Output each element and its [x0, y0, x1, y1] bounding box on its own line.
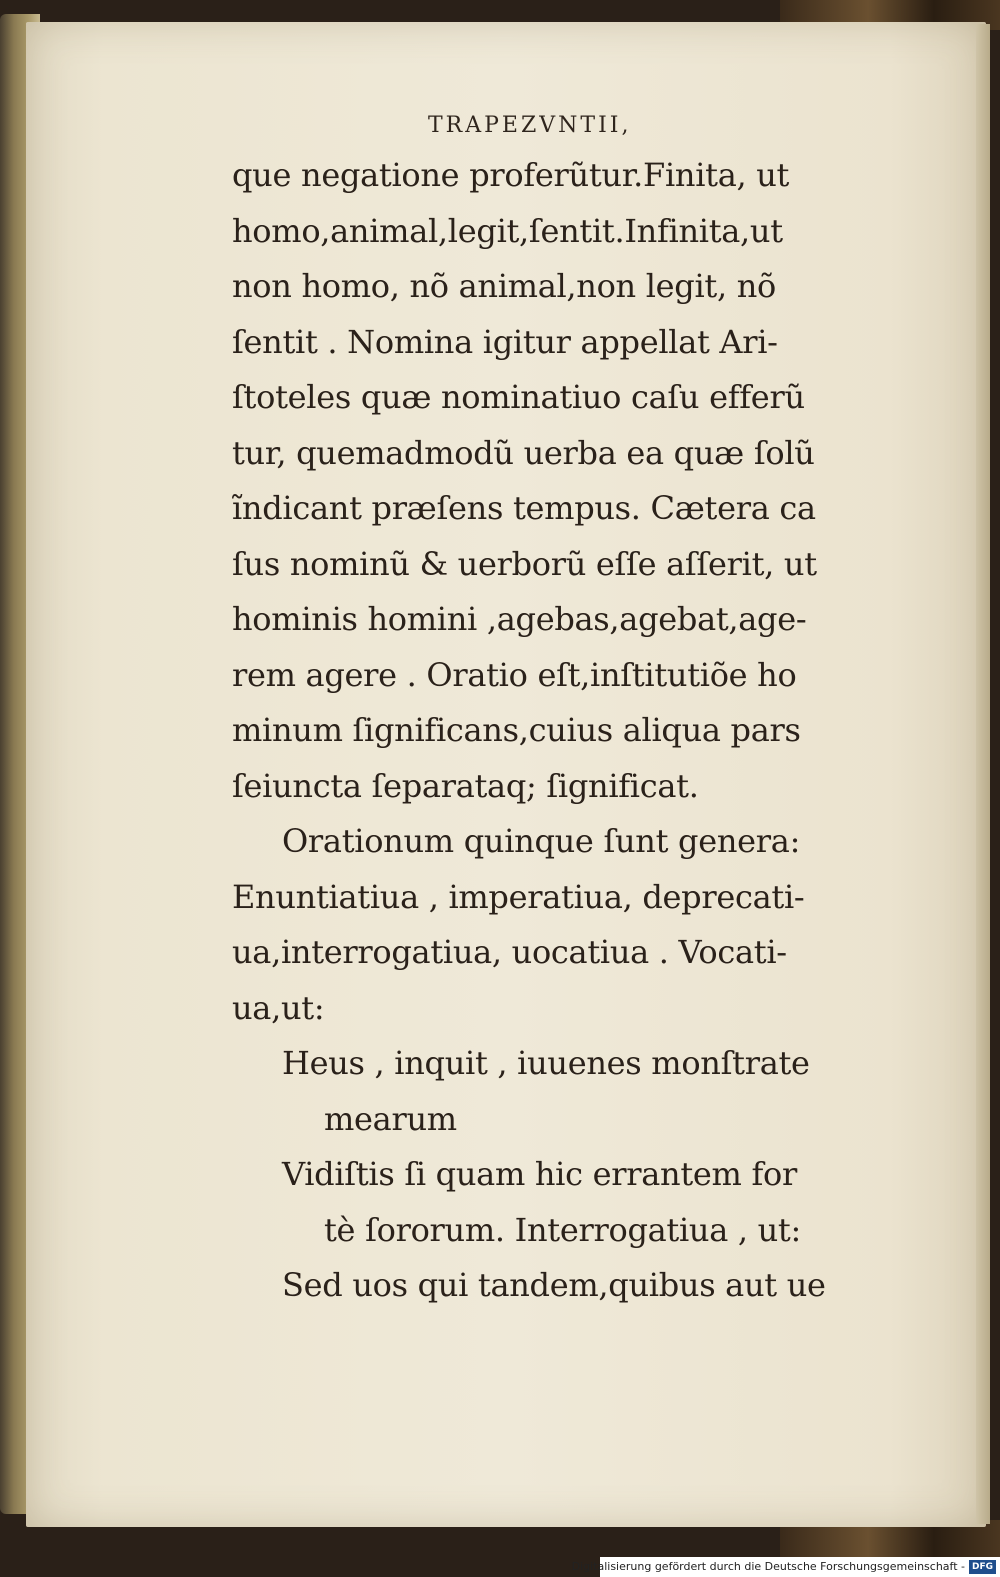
page-right-edge [976, 24, 990, 1524]
text-line: ĩndicant præſens tempus. Cætera ca [232, 489, 816, 527]
text-line: tur, quemadmodũ uerba ea quæ ſolũ [232, 433, 815, 472]
text-line: ſentit . Nomina igitur appellat Ari- [232, 322, 778, 361]
verse-line: Heus , inquit , iuuenes monſtrate [282, 1044, 810, 1082]
text-line: Orationum quinque ſunt genera: [282, 822, 801, 860]
text-line: homo,animal,legit,ſentit.Infinita,ut [232, 211, 783, 250]
page-text-block [232, 104, 912, 1314]
text-line: ua,interrogatiua, uocatiua . Vocati- [232, 933, 787, 971]
digitization-credit [571, 1557, 1000, 1577]
verse-line: Sed uos qui tandem,quibus aut ue [282, 1266, 826, 1304]
text-line: Enuntiatiua , imperatiua, deprecati- [232, 877, 805, 916]
text-line: rem agere . Oratio eſt,inſtitutiõe ho [232, 655, 797, 694]
text-line: minum ſignificans,cuius aliqua pars [232, 711, 801, 749]
text-line: non homo, nõ animal,non legit, nõ [232, 267, 777, 305]
text-line: hominis homini ,agebas,agebat,age- [232, 600, 807, 638]
text-line: ſeiuncta ſeparataq; ſignificat. [232, 766, 699, 805]
text-line: que negatione proferũtur.Finita, ut [232, 156, 790, 194]
verse-line: Vidiſtis ſi quam hic errantem for [282, 1155, 797, 1193]
verse-line: tè ſororum. Interrogatiua , ut: [324, 1210, 801, 1249]
text-line: ſus nominũ & uerborũ eſſe aſſerit, ut [232, 544, 817, 583]
text-line: ua,ut: [232, 988, 325, 1027]
verse-line: mearum [324, 1099, 457, 1138]
credit-text: Digitalisierung gefördert durch die Deutsche Forschungsgemeinschaft - [571, 1560, 965, 1573]
running-head: TRAPEZVNTII, [428, 113, 632, 138]
text-line: ſtoteles quæ nominatiuo caſu efferũ [232, 378, 805, 416]
dfg-logo: DFG [969, 1560, 996, 1574]
